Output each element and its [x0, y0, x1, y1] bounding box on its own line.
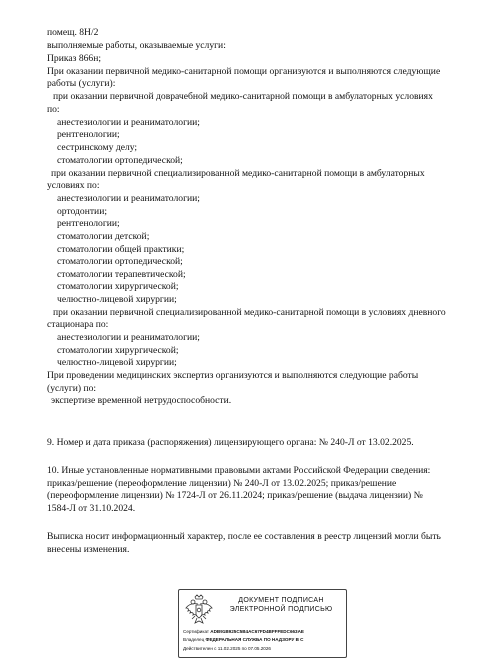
text-line: при оказании первичной доврачебной медико-санитарной помощи в амбулаторных условиях — [53, 91, 433, 102]
text-line: при оказании первичной специализированной медико-санитарной помощи в амбулаторных — [51, 168, 425, 179]
text-line: при оказании первичной специализированной медико-санитарной помощи в условиях дневного — [53, 307, 446, 318]
certificate-label: Сертификат — [183, 629, 210, 634]
text-line: рентгенологии; — [57, 218, 120, 229]
validity-row — [183, 646, 345, 652]
coat-of-arms-icon — [184, 594, 214, 626]
text-line: стоматологии хирургической; — [57, 345, 179, 356]
text-line: ортодонтии; — [57, 206, 107, 217]
certificate-row — [183, 629, 345, 635]
text-line: стоматологии детской; — [57, 231, 150, 242]
electronic-signature-stamp — [178, 589, 347, 658]
text-line: анестезиологии и реаниматологии; — [57, 193, 200, 204]
other-info-line: 10. Иные установленные нормативными правовыми актами Российской Федерации сведения: — [47, 465, 431, 476]
text-line: челюстно-лицевой хирургии; — [57, 357, 177, 368]
order-number-line: 9. Номер и дата приказа (распоряжения) лицензирующего органа: № 240-Л от 13.02.2025. — [47, 437, 414, 448]
text-line: стационара по: — [47, 319, 109, 330]
other-info-line: приказ/решение (переоформление лицензии) № 240-Л от 13.02.2025; приказ/решение — [47, 478, 397, 489]
disclaimer-line: внесены изменения. — [47, 544, 130, 555]
text-line: анестезиологии и реаниматологии; — [57, 117, 200, 128]
text-line: (услуги) по: — [47, 383, 97, 394]
text-line: стоматологии общей практики; — [57, 244, 185, 255]
text-line: условиях по: — [47, 180, 100, 191]
text-line: по: — [47, 104, 60, 115]
text-line: сестринскому делу; — [57, 142, 138, 153]
text-line: работы (услуги): — [47, 78, 116, 89]
text-line: стоматологии ортопедической; — [57, 256, 183, 267]
text-line: рентгенологии; — [57, 129, 120, 140]
text-line: стоматологии терапевтической; — [57, 269, 186, 280]
text-line: выполняемые работы, оказываемые услуги: — [47, 40, 226, 51]
text-line: помещ. 8Н/2 — [47, 27, 99, 38]
owner-row — [183, 637, 345, 643]
text-line: экспертизе временной нетрудоспособности. — [51, 395, 232, 406]
stamp-title-line: ЭЛЕКТРОННОЙ ПОДПИСЬЮ — [229, 606, 333, 613]
text-line: анестезиологии и реаниматологии; — [57, 332, 200, 343]
text-line: стоматологии хирургической; — [57, 281, 179, 292]
stamp-title — [219, 596, 343, 614]
disclaimer-line: Выписка носит информационный характер, после ее составления в реестр лицензий могли быть — [47, 531, 441, 542]
owner-label: Владелец — [183, 637, 205, 642]
text-line: При проведении медицинских экспертиз организуются и выполняются следующие работы — [47, 370, 419, 381]
validity-label: Действителен с — [183, 646, 217, 651]
text-line: При оказании первичной медико-санитарной помощи организуются и выполняются следующие — [47, 66, 441, 77]
text-line: челюстно-лицевой хирургии; — [57, 294, 177, 305]
other-info-line: (переоформление лицензии) № 1724-Л от 26.11.2024; приказ/решение (выдача лицензии) № — [47, 490, 423, 501]
text-line: стоматологии ортопедической; — [57, 155, 183, 166]
validity-value: 11.02.2025 по 07.05.2026 — [217, 646, 271, 651]
owner-value: ФЕДЕРАЛЬНАЯ СЛУЖБА ПО НАДЗОРУ В С — [205, 637, 304, 642]
other-info-line: 1584-Л от 31.10.2024. — [47, 503, 136, 514]
text-line: Приказ 866н; — [47, 53, 102, 64]
certificate-value: ADB91B925C5B4AC67FD4BFFFEDC663AE — [210, 629, 304, 634]
stamp-title-line: ДОКУМЕНТ ПОДПИСАН — [238, 597, 324, 604]
